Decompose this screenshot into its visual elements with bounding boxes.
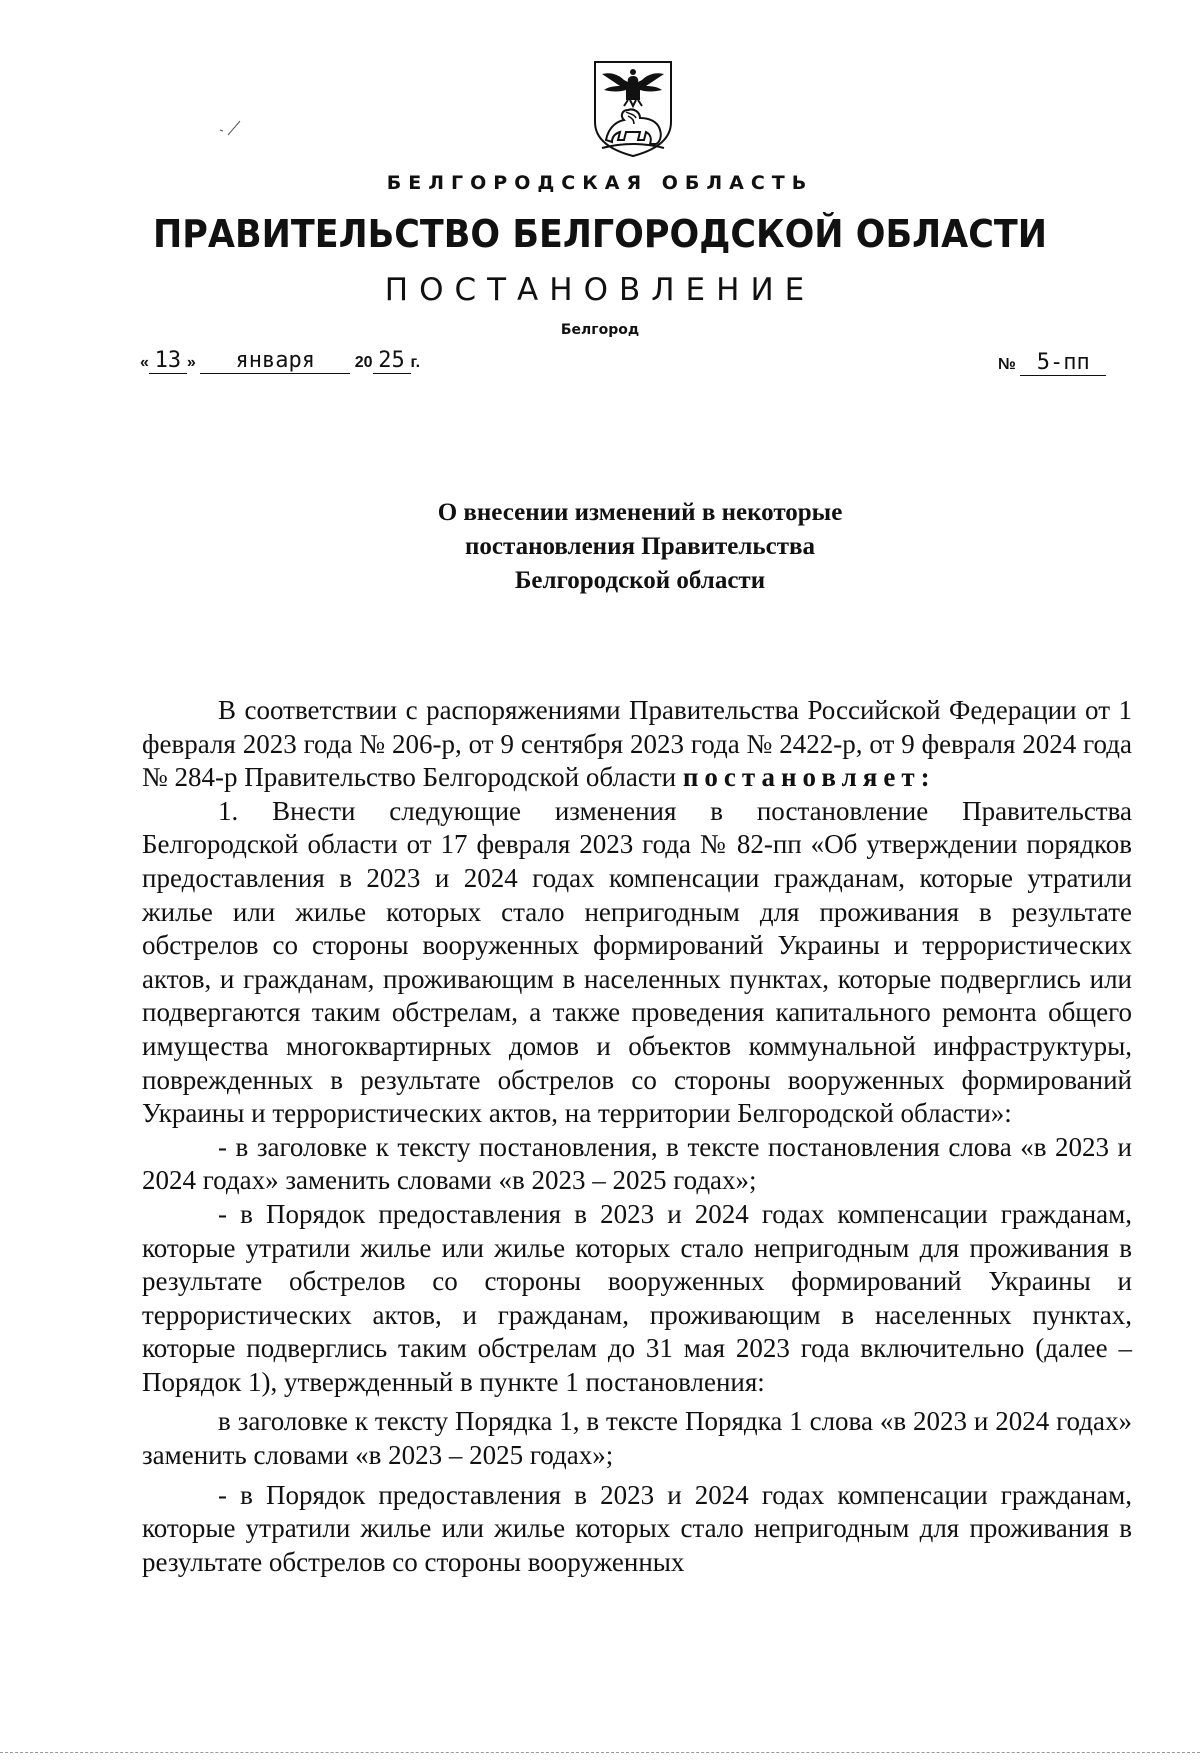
title-line-3: Белгородской области — [514, 567, 766, 594]
preamble-verb: постановляет: — [682, 762, 936, 793]
document-type-heading: ПОСТАНОВЛЕНИЕ — [384, 272, 816, 308]
preamble-paragraph — [142, 694, 1132, 795]
document-title — [0, 496, 1200, 598]
city-label: Белгород — [560, 322, 640, 338]
date-year-prefix: 20 — [354, 354, 373, 371]
document-date — [140, 348, 420, 374]
title-line-1: О внесении изменений в некоторые — [437, 499, 843, 526]
number-prefix: № — [998, 356, 1016, 373]
page-bottom-edge — [0, 1752, 1200, 1753]
document-number — [998, 350, 1106, 376]
date-month: января — [200, 348, 350, 374]
preamble-text: В соответствии с распоряжениями Правительства Российской Федерации от 1 февраля 2023 года № 206-р, от 9 сентября 2023 года № 2422-р, от 9 февраля 2024 года № 284-р Правительство Белгородской области — [142, 695, 1132, 793]
paragraph-3: - в Порядок предоставления в 2023 и 2024 годах компенсации гражданам, которые утратили жилье или жилье которых стало непригодным для проживания в результате обстрелов со стороны вооруженных формирований Украины и террористических актов, и гражданам, проживающим в населенных пунктах, которые подверглись таким обстрелам до 31 мая 2023 года включительно (далее – Порядок 1), утвержденный в пункте 1 постановления: — [142, 1198, 1132, 1397]
stray-pen-mark — [218, 118, 242, 138]
document-body — [142, 694, 1132, 1579]
date-year-suffix: 25 — [373, 348, 411, 374]
date-open-quote: « — [140, 354, 149, 371]
region-heading: БЕЛГОРОДСКАЯ ОБЛАСТЬ — [386, 172, 814, 194]
date-year-abbr: г. — [410, 354, 421, 371]
date-close-quote: » — [186, 354, 196, 371]
coat-of-arms-icon — [590, 60, 676, 158]
date-day: 13 — [149, 348, 187, 374]
number-value: 5-пп — [1020, 350, 1106, 376]
title-line-2: постановления Правительства — [465, 533, 815, 560]
paragraph-4: в заголовке к тексту Порядка 1, в тексте Порядка 1 слова «в 2023 и 2024 годах» заменить словами «в 2023 – 2025 годах»; — [142, 1406, 1132, 1471]
government-heading: ПРАВИТЕЛЬСТВО БЕЛГОРОДСКОЙ ОБЛАСТИ — [153, 212, 1047, 256]
paragraph-5: - в Порядок предоставления в 2023 и 2024 годах компенсации гражданам, которые утратили жилье или жилье которых стало непригодным для проживания в результате обстрелов со стороны вооруженных — [142, 1479, 1132, 1577]
paragraph-1: 1. Внести следующие изменения в постановление Правительства Белгородской области от 17 февраля 2023 года № 82-пп «Об утверждении порядков предоставления в 2023 и 2024 годах компенсации гражданам, которые утратили жилье или жилье которых стало непригодным для проживания в результате обстрелов со стороны вооруженных формирований Украины и террористических актов, и гражданам, проживающим в населенных пунктах, которые подверглись или подвергаются таким обстрелам, а также проведения капитального ремонта общего имущества многоквартирных домов и объектов коммунальной инфраструктуры, поврежденных в результате обстрелов со стороны вооруженных формирований Украины и террористических актов, на территории Белгородской области»: — [142, 795, 1132, 1129]
paragraph-2: - в заголовке к тексту постановления, в тексте постановления слова «в 2023 и 2024 годах» заменить словами «в 2023 – 2025 годах»; — [142, 1131, 1132, 1196]
